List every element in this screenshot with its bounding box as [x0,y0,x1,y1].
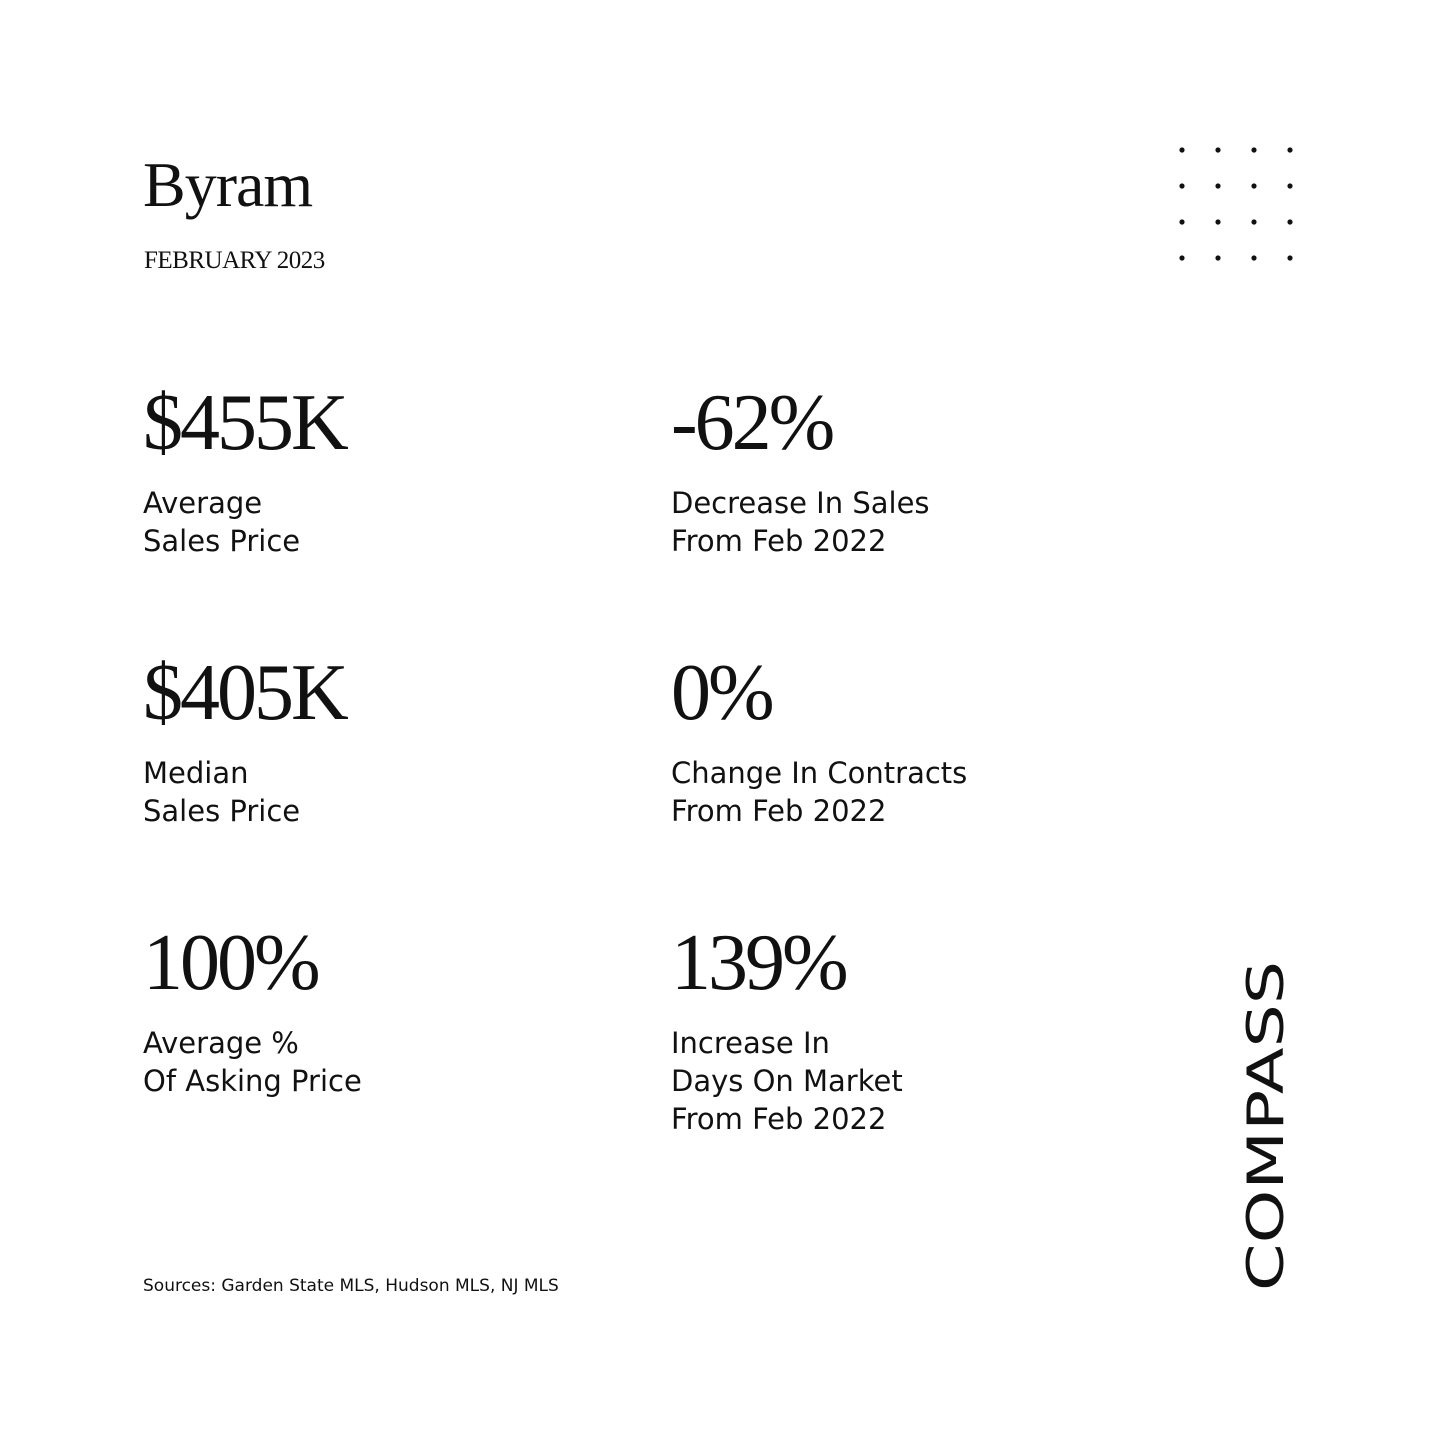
dot [1179,147,1184,152]
stat-label-line: Increase In [671,1026,830,1060]
page-title: Byram [143,149,313,220]
stat-increase-in-days-on-market [671,918,903,1138]
compass-logo [1237,958,1295,1294]
stat-value: -62% [671,379,833,467]
stat-label-line: Days On Market [671,1064,903,1098]
stat-label-line: Median [143,756,249,790]
dot [1179,219,1184,224]
stat-label [671,484,930,560]
dot [1251,183,1256,188]
stat-value: $405K [143,649,346,737]
stat-label-line: Sales Price [143,794,301,828]
stat-average-sales-price [143,378,346,560]
sources-note: Sources: Garden State MLS, Hudson MLS, NJ MLS [143,1276,559,1296]
stat-label-line: Average [143,486,263,520]
dot-grid-icon [1170,138,1302,270]
dot [1179,183,1184,188]
stat-value: 139% [671,919,846,1007]
dot [1287,255,1292,260]
compass-logo-text: COMPASS [1237,1048,1295,1291]
dot [1251,147,1256,152]
stat-label [143,484,346,560]
stat-decrease-in-sales [671,378,930,560]
stat-label [143,1024,362,1100]
stat-label-line: Sales Price [143,524,301,558]
stat-label-line: Average % [143,1026,299,1060]
stat-label-line: Change In Contracts [671,756,968,790]
dot [1215,147,1220,152]
stat-value: 0% [671,649,772,737]
stat-value: 100% [143,919,318,1007]
dot [1215,183,1220,188]
dot [1215,219,1220,224]
dot [1215,255,1220,260]
dot [1251,219,1256,224]
stat-change-in-contracts [671,648,967,830]
dot [1287,147,1292,152]
stat-label [671,1024,903,1138]
stat-median-sales-price [143,648,346,830]
stat-label [143,754,346,830]
dot [1287,219,1292,224]
stat-label-line: From Feb 2022 [671,524,887,558]
stat-label-line: Decrease In Sales [671,486,930,520]
stat-label-line: From Feb 2022 [671,1102,887,1136]
dot [1287,183,1292,188]
page-date: FEBRUARY 2023 [144,247,325,274]
dot [1179,255,1184,260]
stat-average-of-asking-price [143,918,362,1100]
stat-value: $455K [143,379,346,467]
dot [1251,255,1256,260]
stat-label-line: Of Asking Price [143,1064,362,1098]
stat-label [671,754,967,830]
stat-label-line: From Feb 2022 [671,794,887,828]
